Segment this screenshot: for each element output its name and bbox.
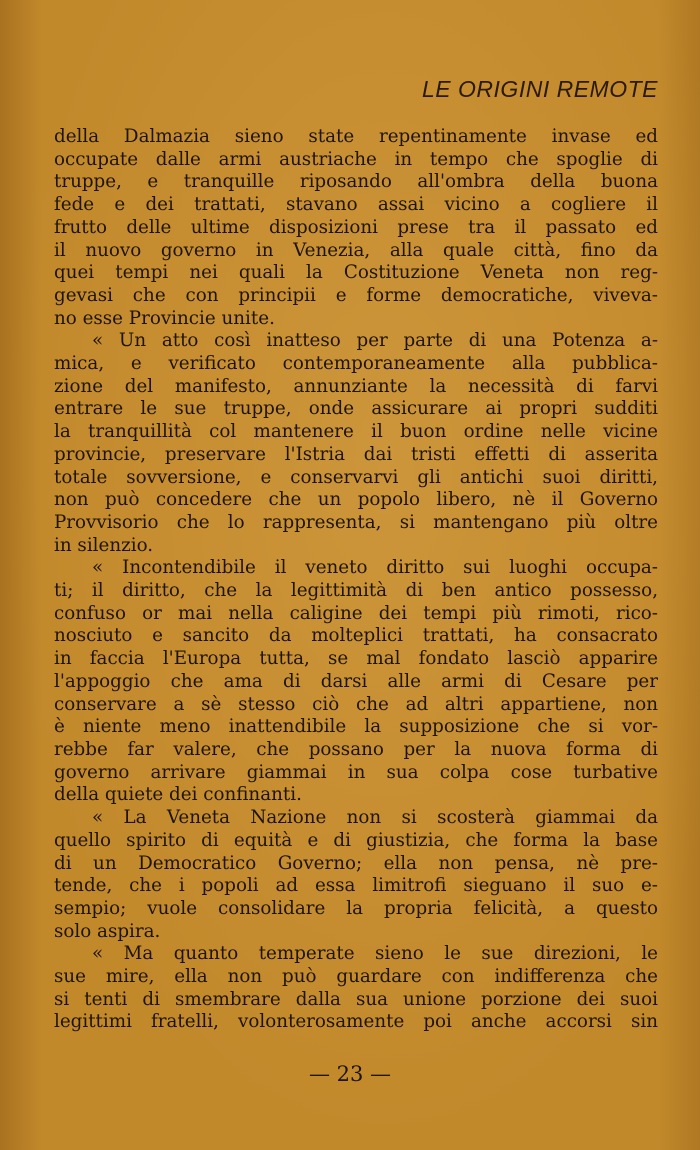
text-line: di un Democratico Governo; ella non pensa, nè pre- — [54, 852, 658, 874]
text-line: conservare a sè stesso ciò che ad altri appartiene, non — [54, 693, 658, 715]
text-line: il nuovo governo in Venezia, alla quale città, fino da — [54, 239, 658, 261]
text-line: legittimi fratelli, volonterosamente poi anche accorsi sin — [54, 1011, 658, 1033]
text-line: « Incontendibile il veneto diritto sui luoghi occupa- — [92, 557, 658, 579]
text-line: Provvisorio che lo rappresenta, si mantengano più oltre — [54, 511, 658, 533]
text-line: ti; il diritto, che la legittimità di ben antico possesso, — [54, 580, 658, 602]
text-line: gevasi che con principii e forme democratiche, viveva- — [54, 284, 658, 306]
text-line: fede e dei trattati, stavano assai vicino a cogliere il — [54, 194, 658, 216]
text-line: entrare le sue truppe, onde assicurare ai propri sudditi — [54, 398, 658, 420]
text-line: l'appoggio che ama di darsi alle armi di Cesare per — [54, 670, 658, 692]
paragraph-3 — [54, 557, 658, 807]
paragraph-5 — [54, 943, 658, 1034]
text-line: frutto delle ultime disposizioni prese tra il passato ed — [54, 216, 658, 238]
text-line: truppe, e tranquille riposando all'ombra della buona — [54, 171, 658, 193]
text-line: « La Veneta Nazione non si scosterà giammai da — [92, 807, 658, 829]
running-title: LE ORIGINI REMOTE — [422, 76, 658, 102]
text-line: no esse Provincie unite. — [54, 307, 275, 329]
text-line: è niente meno inattendibile la supposizione che si vor- — [54, 716, 658, 738]
text-line: si tenti di smembrare dalla sua unione porzione dei suoi — [54, 988, 658, 1010]
page-number: — 23 — — [308, 1062, 392, 1086]
text-line: in silenzio. — [54, 534, 154, 556]
text-line: « Ma quanto temperate sieno le sue direzioni, le — [92, 943, 658, 965]
text-line: zione del manifesto, annunziante la necessità di farvi — [54, 375, 658, 397]
text-line: « Un atto così inatteso per parte di una Potenza a- — [92, 330, 658, 352]
text-line: in faccia l'Europa tutta, se mal fondato lasciò apparire — [54, 648, 658, 670]
text-line: della Dalmazia sieno state repentinamente invase ed — [54, 126, 658, 147]
text-line: totale sovversione, e conservarvi gli antichi suoi diritti, — [54, 466, 658, 488]
text-line: confuso or mai nella caligine dei tempi più rimoti, rico- — [54, 602, 658, 624]
text-line: solo aspira. — [54, 920, 161, 942]
paragraph-1 — [54, 126, 658, 330]
text-line: quei tempi nei quali la Costituzione Veneta non reg- — [54, 262, 658, 284]
text-line: sue mire, ella non può guardare con indifferenza che — [54, 966, 658, 988]
text-line: governo arrivare giammai in sua colpa cose turbative — [54, 761, 658, 783]
text-line: sempio; vuole consolidare la propria felicità, a questo — [54, 897, 658, 919]
paragraph-4 — [54, 807, 658, 943]
paragraph-2 — [54, 330, 658, 557]
text-line: la tranquillità col mantenere il buon ordine nelle vicine — [54, 421, 658, 443]
text-line: quello spirito di equità e di giustizia, che forma la base — [54, 829, 658, 851]
text-line: non può concedere che un popolo libero, nè il Governo — [54, 489, 658, 511]
text-line: tende, che i popoli ad essa limitrofi sieguano il suo e- — [54, 875, 658, 897]
text-line: nosciuto e sancito da molteplici trattati, ha consacrato — [54, 625, 658, 647]
body-text — [54, 126, 658, 1034]
text-line: occupate dalle armi austriache in tempo che spoglie di — [54, 148, 658, 170]
text-line: mica, e verificato contemporaneamente alla pubblica- — [54, 353, 658, 375]
text-line: rebbe far valere, che possano per la nuova forma di — [54, 738, 658, 760]
text-line: della quiete dei confinanti. — [54, 784, 302, 806]
text-line: provincie, preservare l'Istria dai tristi effetti di asserita — [54, 443, 658, 465]
